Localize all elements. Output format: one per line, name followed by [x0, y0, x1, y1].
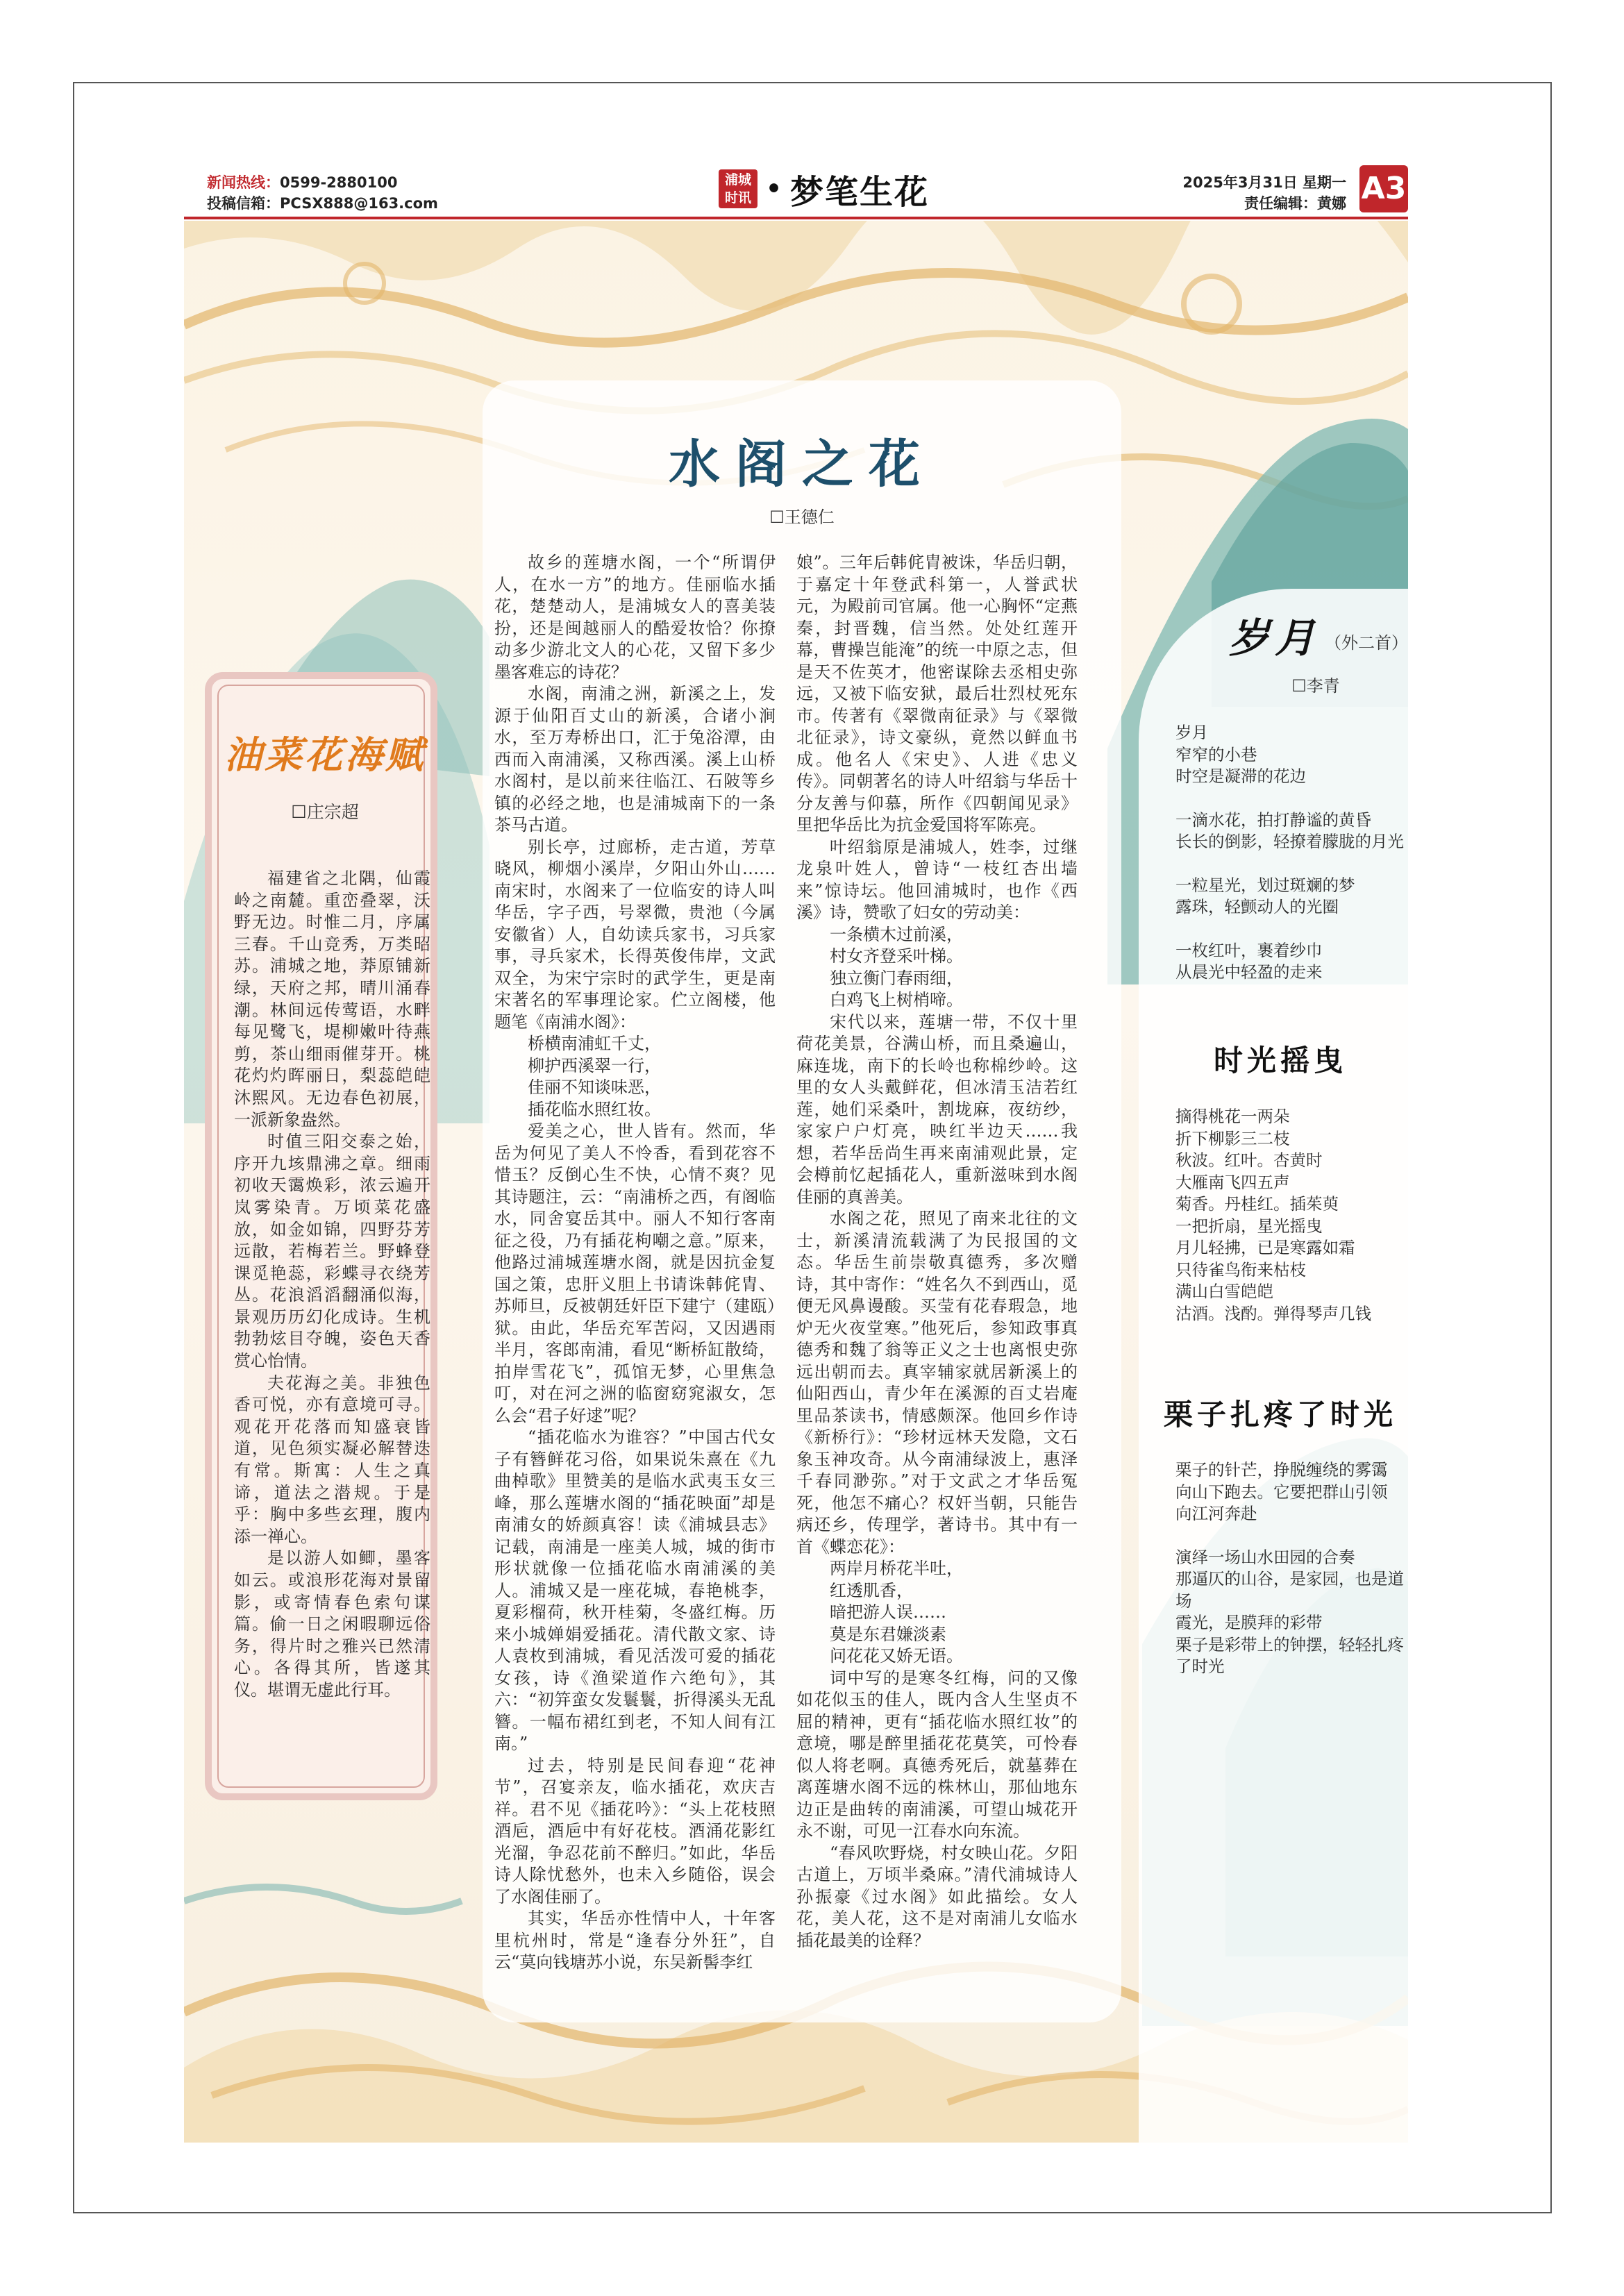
email-address: PCSX888@163.com	[280, 195, 438, 212]
poem-line: 折下柳影三二枝	[1175, 1128, 1290, 1148]
paragraph: 是以游人如鲫，墨客如云。或浪形花海对景留影，或寄情春色索句谋篇。偷一日之闲暇聊远俗务，得片时之雅兴已然清心。各得其所，皆遂其仪。堪谓无虚此行耳。	[234, 1548, 430, 1700]
main-article-column-1	[494, 552, 776, 1974]
paragraph: 故乡的莲塘水阁，一个“所谓伊人，在水一方”的地方。佳丽临水插花，楚楚动人，是浦城女人的喜美装扮，还是闽越丽人的酷爱妆恰？你撩动多少游北文人的心花，又留下多少墨客难忘的诗花？	[494, 553, 776, 682]
main-article-column-2	[796, 552, 1078, 1952]
poem-shiguang-body	[1175, 1106, 1405, 1325]
masthead-dot: •	[766, 174, 782, 203]
stanza-break	[1175, 1525, 1405, 1547]
verse-line: 独立衡门春雨细，	[830, 968, 963, 988]
poem-line: 满山白雪皑皑	[1175, 1282, 1273, 1301]
poem-line: 沽酒。浅酌。弹得琴声几钱	[1175, 1303, 1371, 1323]
main-article-author: ☐王德仁	[769, 508, 835, 527]
poem-line: 时空是凝滞的花边	[1175, 766, 1306, 786]
poem-title-shiguang: 时光摇曳	[1213, 1044, 1347, 1078]
poem-subtitle: （外二首）	[1325, 633, 1408, 653]
poem-line: 向山下跑去。它要把群山引领	[1175, 1482, 1388, 1502]
paragraph: 爱美之心，世人皆有。然而，华岳为何见了美人不怜香，看到花容不惜玉？反倒心生不快，心情不爽？见其诗题注，云：“南浦桥之西，有阁临水，同舍宴岳其中。丽人不知行客南征之役，乃有插花枸嘲之意。”原来，他路过浦城莲塘水阁，就是因抗金复国之策，忠肝义胆上书请诛韩侂胄、苏师旦，反被朝廷奸臣下建宁（建瓯）狱。由此，华岳充军苦闷，又因遇雨半月，客郎南浦，看见“断桥缸散绮，拍岸雪花飞”，孤馆无梦，心里焦急叮，对在河之洲的临窗窈窕淑女，怎么会“君子好逑”呢？	[494, 1121, 776, 1425]
section-title: 梦笔生花	[790, 172, 930, 212]
poem-line: 向江河奔赴	[1175, 1504, 1257, 1523]
poem-suiyue-body	[1175, 722, 1405, 984]
paragraph: 水阁，南浦之洲，新溪之上，发源于仙阳百丈山的新溪，合诸小涧水，至万寿桥出口，汇于兔浴潭，由西而入南浦溪，又称西溪。溪上山桥水阁村，是以前来往临江、石陂等乡镇的必经之地，也是浦城南下的一条茶马古道。	[494, 684, 776, 835]
paragraph: 夫花海之美。非独色香可悦，亦有意境可寻。观花开花落而知盛衰皆道，见色须实凝必解替迭有常。斯寓：人生之真谛，道法之潜规。于是乎：胸中多些玄理，腹内添一禅心。	[234, 1373, 430, 1546]
verse-line: 两岸月桥花半吐，	[830, 1559, 963, 1578]
left-article-author: ☐庄宗超	[291, 802, 359, 822]
paragraph: 水阁之花，照见了南来北往的文士，新溪清流载满了为民报国的文态。华岳生前崇敬真德秀，多次赠诗，其中寄作：“姓名久不到西山，觅便无风鼻谩酸。买莹有花春瑕急，地炉无火夜堂寒。”他死后，参知政事真德秀和魏了翁等正义之士也离恨史弥远出朝而去。真宰辅家就居新溪上的仙阳西山，青少年在溪源的百丈岩庵里品茶读书，情感颇深。他回乡作诗《新桥行》：“珍材远林天发隐，文石象玉神攻奇。从今南浦绿波上，惠泽千春同渺弥。”对于文武之才华岳冤死，他怎不痛心？权奸当朝，只能告病还乡，传理学，著诗书。其中有一首《蝶恋花》：	[796, 1209, 1078, 1557]
page-number-badge: A3	[1359, 165, 1408, 212]
paragraph: 叶绍翁原是浦城人，姓李，过继龙泉叶姓人，曾诗“一枝红杏出墙来”惊诗坛。他回浦城时，也作《西溪》诗，赞歌了妇女的劳动美：	[796, 837, 1078, 922]
poem-line: 长长的倒影，轻撩着朦胧的月光	[1175, 832, 1404, 851]
verse-line: 莫是东君嫌淡素	[830, 1624, 946, 1644]
verse-line: 问花花又娇无语。	[830, 1646, 963, 1666]
poem-lizi-body	[1175, 1459, 1405, 1678]
left-article-title: 油菜花海赋	[224, 732, 426, 777]
email-label: 投稿信箱：	[207, 195, 280, 212]
logo-line-1: 浦城	[724, 172, 751, 187]
verse-line: 插花临水照红妆。	[528, 1099, 661, 1119]
verse-line: 柳护西溪翠一行，	[528, 1055, 661, 1075]
poem-line: 栗子的针芒，挣脱缠绕的雾霭	[1175, 1460, 1388, 1480]
editor-credit: 责任编辑：黄娜	[1244, 195, 1346, 212]
left-article-body	[234, 868, 430, 1702]
poem-author: ☐李青	[1291, 676, 1340, 696]
poem-line: 演绎一场山水田园的合奏	[1175, 1547, 1355, 1567]
verse-line: 村女齐登采叶梯。	[830, 946, 963, 966]
verse-line: 暗把游人误……	[830, 1602, 946, 1622]
paragraph: 其实，华岳亦性情中人，十年客里杭州时，常是“逢春分外狂”，自云“莫向钱塘苏小说，东吴新髻李红	[494, 1909, 776, 1972]
header-rule	[184, 217, 1408, 219]
verse-line: 红透肌香，	[830, 1580, 913, 1600]
poem-line: 摘得桃花一两朵	[1175, 1107, 1290, 1126]
paragraph: 别长亭，过廊桥，走古道，芳草晓风，柳烟小溪岸，夕阳山外山……南宋时，水阁来了一位临安的诗人叫华岳，字子西，号翠微，贵池（今属安徽省）人，自幼读兵家书，习兵家事，寻兵家术，长得英俊伟岸，文武双全，为宋宁宗时的武学生，更是南宋著名的军事理论家。伫立阁楼，他题笔《南浦水阁》：	[494, 837, 776, 1032]
poem-title-suiyue: 岁月	[1229, 614, 1321, 662]
poem-line: 秋波。红叶。杏黄时	[1175, 1150, 1323, 1170]
poem-line: 一粒星光，划过斑斓的梦	[1175, 875, 1355, 895]
poem-line: 栗子是彩带上的钟摆，轻轻扎疼了时光	[1175, 1634, 1404, 1676]
stanza-break	[1175, 919, 1405, 940]
poem-line: 一枚红叶，裹着纱巾	[1175, 940, 1323, 960]
poem-line: 从晨光中轻盈的走来	[1175, 962, 1323, 982]
poem-line: 露珠，轻颤动人的光圈	[1175, 897, 1339, 916]
verse-line: 白鸡飞上树梢啼。	[830, 990, 963, 1009]
poem-line: 只待雀鸟衔来枯枝	[1175, 1259, 1306, 1280]
poem-line: 霞光，是膜拜的彩带	[1175, 1613, 1323, 1632]
paragraph: 词中写的是寒冬红梅，问的又像如花似玉的佳人，既内含人生坚贞不屈的精神，更有“插花临水照红妆”的意境，哪是醉里插花花莫笑，可怜春似人将老啊。真德秀死后，就墓葬在离莲塘水阁不远的株林山，那仙地东边正是曲转的南浦溪，可望山城花开永不谢，可见一江春水向东流。	[796, 1668, 1078, 1841]
stanza-break	[1175, 853, 1405, 875]
paragraph: 过去，特别是民间春迎“花神节”，召宴亲友，临水插花，欢庆吉祥。君不见《插花吟》：“头上花枝照酒巵，酒巵中有好花枝。酒涌花影红光溜，争忍花前不醉归。”如此，华岳诗人除忧愁外，也未入乡随俗，误会了水阁佳丽了。	[494, 1755, 776, 1907]
paragraph: 福建省之北隅，仙霞岭之南麓。重峦叠翠，沃野无边。时惟二月，序属三春。千山竞秀，万类昭苏。浦城之地，莽原铺新绿，天府之邦，晴川涌春潮。林间远传莺语，水畔每见鹭飞，堤柳嫩叶待燕剪，茶山细雨催芽开。桃花灼灼晖丽日，梨蕊皑皑沐熙风。无边春色初展，一派新象盎然。	[234, 869, 430, 1130]
stanza-break	[1175, 788, 1405, 810]
hotline-label: 新闻热线：	[207, 174, 280, 191]
poem-line: 月儿轻拂，已是寒露如霜	[1175, 1238, 1355, 1257]
poem-line: 岁月	[1175, 723, 1208, 742]
poem-title-lizi: 栗子扎疼了时光	[1163, 1398, 1397, 1432]
header-contact	[207, 172, 438, 214]
poem-line: 一把折扇，星光摇曳	[1175, 1216, 1323, 1236]
verse-line: 桥横南浦虹千丈，	[528, 1034, 661, 1053]
poem-line: 一滴水花，拍打静谧的黄昏	[1175, 810, 1371, 830]
main-article-title: 水阁之花	[669, 435, 935, 494]
poem-line: 窄窄的小巷	[1175, 744, 1257, 764]
verse-line: 佳丽不知谈味恶，	[528, 1078, 661, 1097]
paragraph: 时值三阳交泰之始，序开九垓鼎沸之章。细雨初收天霭焕彩，浓云遍开岚雾染青。万顷菜花盛放，如金如锦，四野芬芳远散，若梅若兰。野蜂登课觅艳蕊，彩蝶寻衣绕芳丛。花浪滔滔翻涌似海，景观历历幻化成诗。生机勃勃炫目夺魄，姿色天香赏心怡情。	[234, 1132, 430, 1371]
section-masthead	[719, 167, 929, 211]
paragraph: “春风吹野烧，村女映山花。夕阳古道上，万顷半桑麻。”清代浦城诗人孙振豪《过水阁》如此描绘。女人花，美人花，这不是对南浦儿女临水插花最美的诠释？	[796, 1843, 1078, 1950]
header-meta	[1182, 172, 1346, 214]
verse-line: 一条横木过前溪，	[830, 924, 963, 944]
paragraph: 娘”。三年后韩侂胄被诛，华岳归朝，于嘉定十年登武科第一，人誉武状元，为殿前司官属。他一心胸怀“定燕秦，封晋魏，信当然。处处红莲开幕，曹操岂能淹”的统一中原之志，但是天不佐英才，他密谋除去丞相史弥远，又被下临安狱，最后壮烈杖死东市。传著有《翠微南征录》与《翠微北征录》，诗文豪纵，竟然以鲜血书成。他名人《宋史》、人进《忠义传》。同朝著名的诗人叶绍翁与华岳十分友善与仰慕，所作《四朝闻见录》里把华岳比为抗金爱国将军陈亮。	[796, 553, 1078, 835]
hotline-number: 0599-2880100	[280, 174, 398, 191]
poem-line: 大雁南飞四五声	[1175, 1172, 1290, 1192]
paragraph: “插花临水为谁容？”中国古代女子有簪鲜花习俗，如果说朱熹在《九曲棹歌》里赞美的是临水武夷玉女三峰，那么莲塘水阁的“插花映面”却是南浦女的娇颜真容！读《浦城县志》记载，南浦是一座美人城，城的街市形状就像一位插花临水南浦溪的美人。浦城又是一座花城，春艳桃李，夏彩榴荷，秋开桂菊，冬盛红梅。历来小城婵娟爱插花。清代散文家、诗人袁枚到浦城，看见活泼可爱的插花女孩，诗《渔梁道作六绝句》，其六：“初笄蛮女发鬟鬟，折得溪头无乱簪。一幅布裙红到老，不知人间有江南。”	[494, 1427, 776, 1753]
poem-line: 菊香。丹桂红。插茱萸	[1175, 1194, 1339, 1214]
issue-date: 2025年3月31日 星期一	[1182, 174, 1346, 191]
poem-line: 那逼仄的山谷，是家园，也是道场	[1175, 1569, 1404, 1611]
paragraph: 宋代以来，莲塘一带，不仅十里荷花美景，谷满山桥，而且桑遍山，麻连垅，南下的长岭也称棉纱岭。这里的女人头戴鲜花，但冰清玉洁若红莲，她们采桑叶，割垅麻，夜纺纱，家家户户灯亮，映红半边天……我想，若华岳尚生再来南浦观此景，定会樽前忆起插花人，重新滋味到水阁佳丽的真善美。	[796, 1012, 1078, 1207]
logo-line-2: 时讯	[724, 190, 751, 206]
newspaper-logo	[719, 169, 757, 208]
